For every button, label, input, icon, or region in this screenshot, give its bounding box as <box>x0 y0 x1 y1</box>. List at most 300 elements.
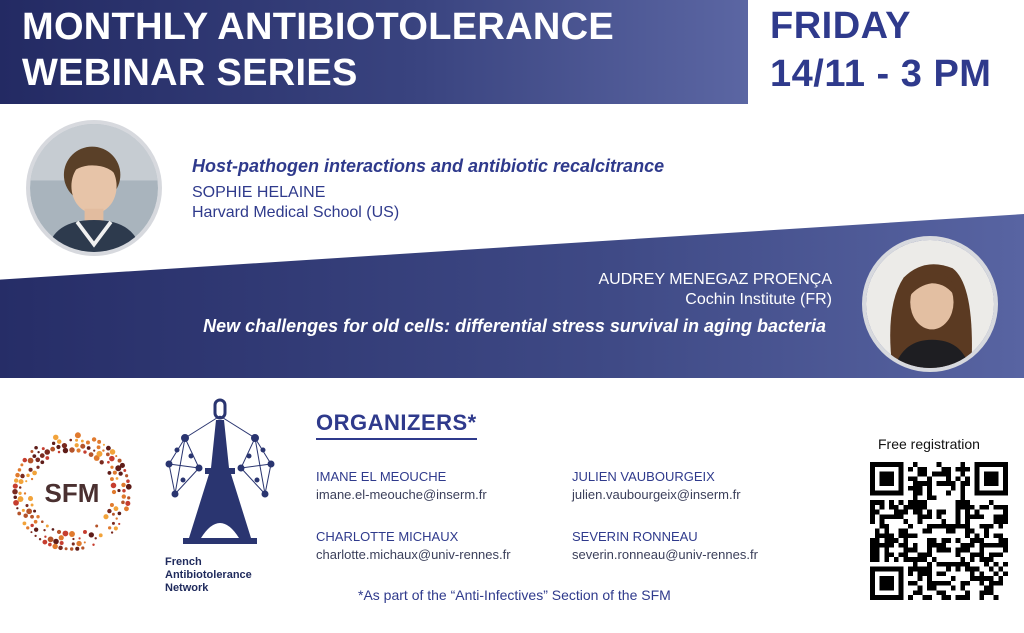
qr-module <box>946 524 951 529</box>
sfm-ring-dot <box>16 507 18 509</box>
qr-module <box>1003 562 1008 567</box>
qr-module <box>927 576 932 581</box>
sfm-ring-dot <box>112 522 115 525</box>
qr-module <box>918 552 923 557</box>
qr-module <box>994 543 999 548</box>
sfm-ring-dot <box>30 450 33 453</box>
qr-module <box>927 476 932 481</box>
qr-module <box>918 486 923 491</box>
qr-module <box>913 476 918 481</box>
qr-module <box>903 552 908 557</box>
sfm-ring-dot <box>34 446 38 450</box>
qr-module <box>918 519 923 524</box>
sfm-ring-dot <box>93 449 95 451</box>
qr-module <box>941 571 946 576</box>
qr-module <box>927 586 932 591</box>
registration-label: Free registration <box>878 436 980 452</box>
sfm-ring-dot <box>45 456 49 460</box>
sfm-ring-dot <box>56 445 60 449</box>
qr-module <box>880 524 885 529</box>
qr-module <box>979 595 984 600</box>
sfm-ring-dot <box>22 509 25 512</box>
qr-module <box>884 514 889 519</box>
qr-module <box>951 486 956 491</box>
qr-module <box>965 467 970 472</box>
qr-module <box>899 543 904 548</box>
qr-module <box>894 514 899 519</box>
qr-module <box>984 533 989 538</box>
organizer-email[interactable]: severin.ronneau@univ-rennes.fr <box>572 547 758 562</box>
qr-module <box>875 500 880 505</box>
qr-module <box>927 491 932 496</box>
qr-module <box>979 548 984 553</box>
qr-module <box>927 481 932 486</box>
qr-module <box>960 505 965 510</box>
qr-module <box>965 581 970 586</box>
qr-module <box>1003 510 1008 515</box>
qr-module <box>965 562 970 567</box>
qr-module <box>946 548 951 553</box>
qr-module <box>908 524 913 529</box>
qr-module <box>918 491 923 496</box>
sfm-ring-dot <box>70 547 73 550</box>
qr-module <box>913 462 918 467</box>
sfm-ring-dot <box>44 536 46 538</box>
qr-module <box>979 505 984 510</box>
sfm-ring-dot <box>75 547 79 551</box>
qr-module <box>937 510 942 515</box>
sfm-ring-dot <box>113 471 117 475</box>
qr-module <box>927 514 932 519</box>
qr-module <box>989 500 994 505</box>
qr-module <box>908 567 913 572</box>
sfm-ring-dot <box>114 506 119 511</box>
qr-module <box>903 538 908 543</box>
qr-module <box>870 552 875 557</box>
sfm-ring-dot <box>80 444 85 449</box>
qr-module <box>984 472 998 486</box>
qr-module <box>932 495 937 500</box>
qr-module <box>1003 571 1008 576</box>
sfm-ring-dot <box>48 537 54 543</box>
qr-module <box>908 505 913 510</box>
qr-module <box>875 510 880 515</box>
qr-module <box>965 567 970 572</box>
qr-module <box>880 519 885 524</box>
qr-module <box>880 514 885 519</box>
qr-module <box>870 543 875 548</box>
talk-2-speaker: AUDREY MENEGAZ PROENÇA <box>598 271 832 288</box>
qr-module <box>922 529 927 534</box>
qr-module <box>946 491 951 496</box>
qr-module <box>989 586 994 591</box>
qr-module <box>951 529 956 534</box>
sfm-ring-dot <box>112 490 116 494</box>
sfm-ring-dot <box>18 496 24 502</box>
qr-module <box>960 543 965 548</box>
qr-module <box>922 595 927 600</box>
organizer-email[interactable]: julien.vaubourgeix@inserm.fr <box>572 487 741 502</box>
qr-module <box>918 567 923 572</box>
qr-module <box>870 510 875 515</box>
qr-module <box>941 519 946 524</box>
talk-2-title: New challenges for old cells: differential stress survival in aging bacteria <box>203 316 826 336</box>
sfm-ring-dot <box>46 525 49 528</box>
qr-module <box>927 543 932 548</box>
qr-module <box>908 476 913 481</box>
qr-module <box>937 472 942 477</box>
qr-module <box>894 557 899 562</box>
sfm-ring-dot <box>13 484 18 489</box>
sfm-ring-dot <box>72 538 74 540</box>
sfm-ring-dot <box>26 526 29 529</box>
sfm-ring-dot <box>78 537 80 539</box>
qr-module <box>903 543 908 548</box>
qr-module <box>965 476 970 481</box>
qr-module <box>946 481 951 486</box>
sfm-ring-dot <box>36 515 39 518</box>
qr-module <box>994 505 999 510</box>
qr-module <box>903 519 908 524</box>
qr-module <box>946 567 951 572</box>
qr-module <box>918 472 923 477</box>
qr-module <box>946 595 951 600</box>
sfm-ring-dot <box>63 448 68 453</box>
sfm-ring-dot <box>97 440 101 444</box>
sfm-ring-dot <box>57 530 61 534</box>
sfm-ring-dot <box>116 477 119 480</box>
sfm-ring-dot <box>75 439 78 442</box>
qr-module <box>960 524 965 529</box>
qr-module <box>937 462 942 467</box>
sfm-logo <box>12 432 132 552</box>
sfm-ring-dot <box>92 437 96 441</box>
qr-module <box>908 467 913 472</box>
qr-module <box>965 510 970 515</box>
qr-module <box>984 557 989 562</box>
title-line-1: MONTHLY ANTIBIOTOLERANCE <box>22 6 615 48</box>
qr-module <box>1003 514 1008 519</box>
sfm-ring-dot <box>24 492 26 494</box>
speaker-photo-audrey-menegaz-proenca <box>862 236 998 372</box>
qr-module <box>965 524 970 529</box>
qr-module <box>884 529 889 534</box>
sfm-ring-dot <box>19 486 22 489</box>
sfm-ring-dot <box>58 451 61 454</box>
qr-module <box>994 595 999 600</box>
sfm-ring-dot <box>103 514 108 519</box>
sfm-ring-dot <box>26 508 32 514</box>
speaker-photo-sophie-helaine <box>26 120 162 256</box>
qr-module <box>884 548 889 553</box>
qr-module <box>913 548 918 553</box>
fan-logo <box>155 398 285 558</box>
qr-module <box>989 581 994 586</box>
qr-module <box>998 552 1003 557</box>
sfm-ring-dot <box>35 457 40 462</box>
qr-module <box>875 557 880 562</box>
qr-module <box>918 571 923 576</box>
qr-module <box>951 576 956 581</box>
qr-module <box>932 538 937 543</box>
qr-module <box>941 481 946 486</box>
sfm-ring-dot <box>110 466 113 469</box>
fan-line-3: Network <box>165 582 209 594</box>
qr-module <box>880 576 894 590</box>
qr-module <box>956 562 961 567</box>
sfm-ring-dot <box>89 452 94 457</box>
qr-module <box>908 500 913 505</box>
qr-module <box>946 476 951 481</box>
sfm-ring-dot <box>52 442 55 445</box>
qr-module <box>922 514 927 519</box>
qr-module <box>956 552 961 557</box>
qr-module <box>975 538 980 543</box>
sfm-ring-dot <box>34 520 38 524</box>
sfm-ring-dot <box>25 504 28 507</box>
sfm-ring-dot <box>48 543 52 547</box>
qr-module <box>870 548 875 553</box>
qr-module <box>922 467 927 472</box>
qr-module <box>889 538 894 543</box>
sfm-ring-dot <box>72 542 75 545</box>
qr-module <box>941 472 946 477</box>
sfm-ring-dot <box>120 463 125 468</box>
organizer-name: SEVERIN RONNEAU <box>572 529 698 544</box>
qr-module <box>918 576 923 581</box>
qr-module <box>994 571 999 576</box>
sfm-ring-dot <box>50 447 55 452</box>
sfm-ring-dot <box>100 460 104 464</box>
qr-module <box>984 505 989 510</box>
qr-module <box>998 514 1003 519</box>
qr-module <box>941 595 946 600</box>
qr-module <box>932 581 937 586</box>
qr-module <box>960 581 965 586</box>
talk-1-affiliation: Harvard Medical School (US) <box>192 204 400 221</box>
sfm-ring-dot <box>107 509 111 513</box>
qr-module <box>870 538 875 543</box>
qr-module <box>951 586 956 591</box>
qr-module <box>922 481 927 486</box>
sfm-ring-dot <box>60 541 64 545</box>
qr-module <box>989 567 994 572</box>
qr-module <box>965 500 970 505</box>
qr-module <box>932 543 937 548</box>
qr-module <box>913 557 918 562</box>
qr-module <box>979 576 984 581</box>
qr-module <box>870 505 875 510</box>
sfm-ring-dot <box>42 540 47 545</box>
sfm-ring-dot <box>126 484 132 490</box>
qr-module <box>989 576 994 581</box>
qr-module <box>970 529 975 534</box>
sfm-ring-dot <box>119 471 123 475</box>
qr-module <box>889 514 894 519</box>
qr-module <box>965 505 970 510</box>
qr-module <box>965 543 970 548</box>
qr-module <box>927 486 932 491</box>
qr-module <box>889 552 894 557</box>
organizers-heading: ORGANIZERS* <box>316 410 477 440</box>
sfm-ring-dot <box>94 537 96 539</box>
qr-module <box>970 505 975 510</box>
sfm-ring-dot <box>32 454 36 458</box>
qr-module <box>970 571 975 576</box>
qr-module <box>979 514 984 519</box>
sfm-ring-dot <box>20 463 23 466</box>
qr-module <box>989 524 994 529</box>
qr-module <box>960 486 965 491</box>
sfm-ring-dot <box>110 449 116 455</box>
sfm-ring-dot <box>32 471 37 476</box>
qr-module <box>956 476 961 481</box>
sfm-ring-dot <box>23 513 27 517</box>
qr-module <box>884 552 889 557</box>
qr-module <box>927 552 932 557</box>
qr-module <box>937 581 942 586</box>
qr-module <box>960 595 965 600</box>
sfm-ring-dot <box>65 547 68 550</box>
qr-module <box>1003 548 1008 553</box>
qr-module <box>918 505 923 510</box>
qr-module <box>875 538 880 543</box>
fan-logo-text <box>165 556 275 595</box>
sfm-ring-dot <box>41 520 44 523</box>
qr-module <box>899 514 904 519</box>
qr-module <box>927 562 932 567</box>
qr-module <box>908 595 913 600</box>
qr-module <box>918 590 923 595</box>
event-datetime: 14/11 - 3 PM <box>770 53 992 95</box>
sfm-ring-dot <box>37 451 39 453</box>
portrait-icon <box>30 124 158 252</box>
qr-module <box>956 514 961 519</box>
sfm-ring-dot <box>115 455 117 457</box>
qr-module <box>913 543 918 548</box>
sfm-ring-dot <box>52 544 57 549</box>
sfm-ring-dot <box>92 544 94 546</box>
qr-module <box>908 548 913 553</box>
qr-module <box>875 543 880 548</box>
sfm-ring-dot <box>110 503 114 507</box>
sfm-ring-dot <box>34 527 38 531</box>
sfm-ring-dot <box>124 506 129 511</box>
qr-module <box>941 562 946 567</box>
sfm-ring-dot <box>125 474 128 477</box>
sfm-ring-dot <box>86 441 90 445</box>
qr-module <box>937 562 942 567</box>
sfm-ring-dot <box>110 477 114 481</box>
sfm-ring-dot <box>30 531 32 533</box>
qr-module <box>975 576 980 581</box>
qr-module <box>908 557 913 562</box>
sfm-ring-dot <box>28 496 33 501</box>
qr-module <box>956 519 961 524</box>
qr-module <box>884 524 889 529</box>
qr-code-icon[interactable] <box>870 462 1008 600</box>
qr-module <box>975 533 980 538</box>
qr-module <box>979 538 984 543</box>
qr-module <box>880 505 885 510</box>
sfm-ring-dot <box>30 524 33 527</box>
organizer-email[interactable]: imane.el-meouche@inserm.fr <box>316 487 487 502</box>
sfm-ring-dot <box>31 504 34 507</box>
sfm-ring-dot <box>69 531 75 537</box>
sfm-ring-dot <box>125 501 130 506</box>
sfm-ring-dot <box>42 447 45 450</box>
qr-module <box>903 529 908 534</box>
qr-module <box>908 581 913 586</box>
qr-module <box>941 581 946 586</box>
qr-module <box>984 586 989 591</box>
sfm-ring-dot <box>69 439 72 442</box>
qr-module <box>913 562 918 567</box>
qr-module <box>984 562 989 567</box>
qr-module <box>965 548 970 553</box>
sfm-ring-dot <box>53 435 58 440</box>
qr-module <box>951 562 956 567</box>
qr-module <box>927 510 932 515</box>
webinar-title <box>22 4 742 96</box>
qr-module <box>927 524 932 529</box>
qr-module <box>927 581 932 586</box>
talk-1-title: Host-pathogen interactions and antibiotic recalcitrance <box>192 156 665 176</box>
qr-module <box>918 514 923 519</box>
qr-module <box>889 505 894 510</box>
sfm-ring-dot <box>121 501 125 505</box>
sfm-ring-dot <box>127 496 130 499</box>
sfm-ring-dot <box>40 460 44 464</box>
qr-module <box>908 571 913 576</box>
sfm-ring-dot <box>34 535 36 537</box>
sfm-ring-dot <box>103 444 105 446</box>
qr-module <box>932 524 937 529</box>
sfm-ring-dot <box>43 529 45 531</box>
fan-line-1: French <box>165 556 202 568</box>
sfm-ring-dot <box>26 474 30 478</box>
sfm-ring-dot <box>117 489 120 492</box>
qr-module <box>960 562 965 567</box>
organizer-card <box>316 468 487 504</box>
qr-module <box>956 467 961 472</box>
qr-module <box>984 543 989 548</box>
qr-module <box>946 562 951 567</box>
qr-module <box>941 548 946 553</box>
qr-module <box>960 586 965 591</box>
qr-module <box>894 538 899 543</box>
organizer-email[interactable]: charlotte.michaux@univ-rennes.fr <box>316 547 511 562</box>
qr-module <box>970 514 975 519</box>
qr-module <box>937 590 942 595</box>
sfm-ring-dot <box>118 523 120 525</box>
qr-module <box>932 472 937 477</box>
sfm-ring-dot <box>123 469 126 472</box>
qr-module <box>937 481 942 486</box>
sfm-ring-dot <box>30 515 34 519</box>
sfm-ring-dot <box>118 459 122 463</box>
qr-module <box>956 510 961 515</box>
sfm-ring-dot <box>106 446 111 451</box>
qr-module <box>941 538 946 543</box>
sfm-ring-dot <box>108 526 111 529</box>
qr-module <box>1003 538 1008 543</box>
qr-module <box>918 510 923 515</box>
sfm-ring-dot <box>112 513 115 516</box>
qr-module <box>884 543 889 548</box>
qr-module <box>989 543 994 548</box>
qr-module <box>927 529 932 534</box>
